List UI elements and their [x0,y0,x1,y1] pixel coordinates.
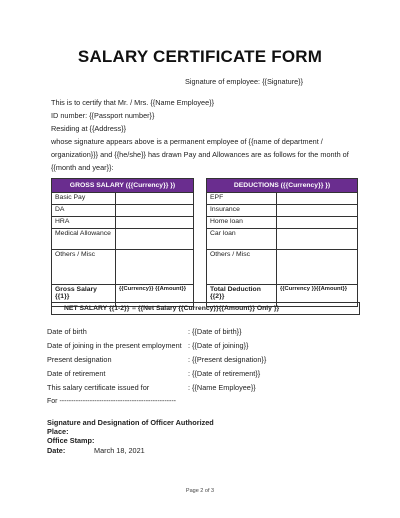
detail-value: : {{Date of birth}} [188,327,242,336]
detail-value: : {{Date of retirement}} [188,369,261,378]
detail-value: : {{Name Employee}} [188,383,256,392]
detail-label: This salary certificate issued for [47,383,150,392]
page-footer: Page 2 of 3 [185,488,215,494]
deduction-row-value [277,205,358,217]
body-line-5: organization}}} and {{he/she}} has drawn Pay and Allowances are as follows for the month of [51,150,349,159]
gross-salary-header: GROSS SALARY ({{Currency}} }) [52,179,194,193]
body-line-2: ID number: {{Passport number}} [51,111,155,120]
detail-value: : {{Present designation}} [188,355,267,364]
body-line-4: whose signature appears above is a permanent employee of {{name of department / [51,137,323,146]
detail-value: : {{Date of joining}} [188,341,249,350]
body-line-6: {{month and year}}: [51,163,114,172]
deduction-row-label: Car loan [207,229,277,250]
deduction-row-label: EPF [207,193,277,205]
deduction-total-value: {{Currency }}{{Amount}} [277,285,358,307]
gross-row-value [116,250,194,285]
gross-row-label: Basic Pay [52,193,116,205]
gross-row-value [116,193,194,205]
deduction-row-value [277,229,358,250]
gross-row-value [116,205,194,217]
gross-row-label: DA [52,205,116,217]
deduction-row-label: Home loan [207,217,277,229]
detail-label: Date of joining in the present employment [47,341,182,350]
deduction-row-value [277,193,358,205]
date-value: March 18, 2021 [94,446,145,455]
gross-row-label: HRA [52,217,116,229]
deduction-row-label: Insurance [207,205,277,217]
detail-label: Date of retirement [47,369,106,378]
body-line-1: This is to certify that Mr. / Mrs. {{Name Employee}} [51,98,215,107]
page-title: SALARY CERTIFICATE FORM [77,47,323,66]
body-line-3: Residing at {{Address}} [51,124,127,133]
place-label: Place: [47,427,69,436]
gross-total-value: {{Currency}} {{Amount}} [116,285,194,307]
net-salary-row [51,302,360,315]
deduction-row-label: Others / Misc [207,250,277,285]
detail-label: Date of birth [47,327,87,336]
net-salary-value: = {{Net Salary {{Currency}}{{Amount}} Only }} [132,305,280,312]
gross-row-value [116,217,194,229]
for-line: For -------------------------------------------------- [47,398,176,405]
gross-row-label: Medical Allowance [52,229,116,250]
deduction-total-label: Total Deduction {{2}} [207,285,277,307]
deductions-table [206,178,358,307]
date-label: Date: [47,446,66,455]
authorized-heading: Signature and Designation of Officer Authorized [47,418,214,427]
employee-signature-line: Signature of employee: {{Signature}} [185,77,304,86]
deduction-row-value [277,250,358,285]
gross-row-value [116,229,194,250]
gross-salary-table [51,178,194,307]
gross-total-label: Gross Salary {{1}} [52,285,116,307]
deductions-header: DEDUCTIONS ({{Currency}} }) [207,179,358,193]
gross-row-label: Others / Misc [52,250,116,285]
office-stamp-label: Office Stamp: [47,436,95,445]
deduction-row-value [277,217,358,229]
net-salary-label: NET SALARY {{1-2}} [64,305,130,312]
detail-label: Present designation [47,355,112,364]
